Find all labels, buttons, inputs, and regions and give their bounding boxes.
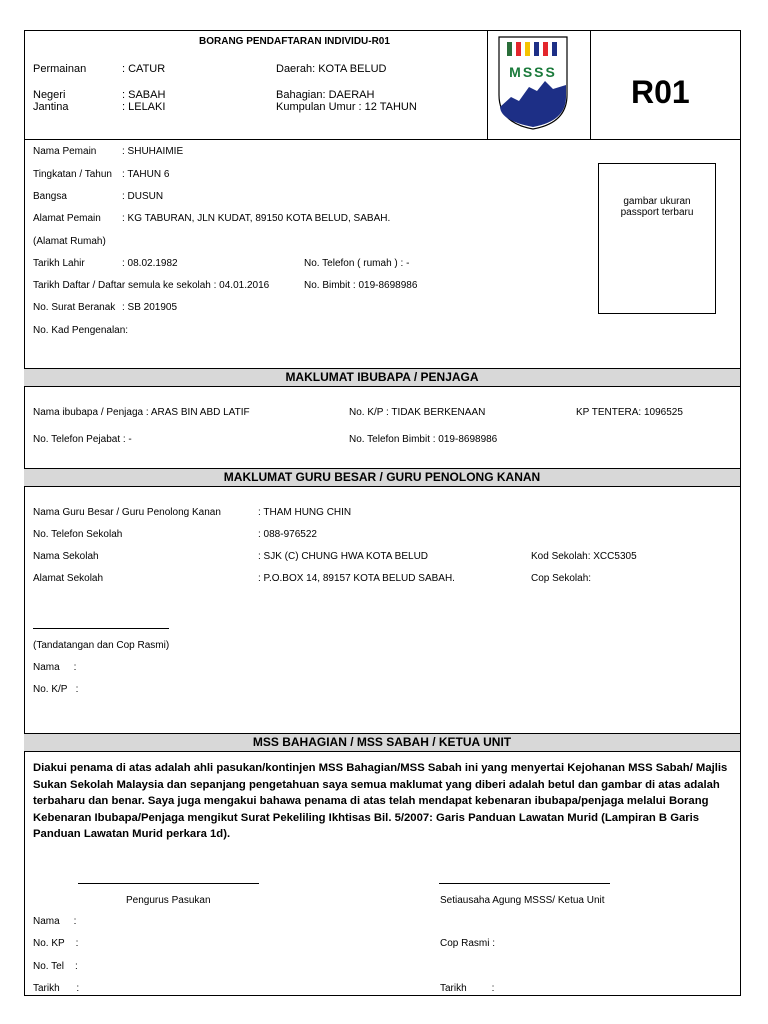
bangsa-value: : DUSUN	[122, 191, 164, 202]
photo-caption-line2: passport terbaru	[620, 207, 694, 218]
bimbit-field: No. Bimbit : 019-8698986	[304, 280, 418, 291]
negeri-value: : SABAH	[122, 89, 166, 101]
alamat-sekolah-label: Alamat Sekolah	[33, 573, 104, 584]
section-maklumat-guru-besar: MAKLUMAT GURU BESAR / GURU PENOLONG KANAN	[24, 468, 740, 487]
mss-tel-line: No. Tel :	[33, 961, 78, 972]
section-mss-bahagian: MSS BAHAGIAN / MSS SABAH / KETUA UNIT	[24, 733, 740, 752]
tarikh-daftar-field: Tarikh Daftar / Daftar semula ke sekolah : 04.01.2016	[33, 280, 270, 291]
negeri-label: Negeri	[33, 89, 66, 101]
form-code: R01	[631, 74, 690, 110]
nama-sekolah-label: Nama Sekolah	[33, 551, 99, 562]
jantina-label: Jantina	[33, 101, 69, 113]
guru-besar-value: : THAM HUNG CHIN	[258, 507, 352, 518]
nama-pemain-label: Nama Pemain	[33, 146, 97, 157]
kp-ibubapa-field: No. K/P : TIDAK BERKENAAN	[349, 407, 486, 418]
photo-caption-line1: gambar ukuran	[623, 196, 691, 207]
tingkatan-value: : TAHUN 6	[122, 169, 170, 180]
signature-line-setiausaha	[439, 883, 610, 884]
svg-text:MSSS: MSSS	[509, 64, 557, 80]
nama-pemain-value: : SHUHAIMIE	[122, 146, 184, 157]
surat-beranak-value: : SB 201905	[122, 302, 178, 313]
daerah-field: Daerah: KOTA BELUD	[276, 63, 387, 75]
guru-nama-line: Nama :	[33, 662, 77, 673]
guru-kp-line: No. K/P :	[33, 684, 79, 695]
bangsa-label: Bangsa	[33, 191, 67, 202]
telefon-sekolah-label: No. Telefon Sekolah	[33, 529, 123, 540]
kod-sekolah-field: Kod Sekolah: XCC5305	[531, 551, 637, 562]
form-title: BORANG PENDAFTARAN INDIVIDU-R01	[199, 36, 390, 47]
section-maklumat-ibubapa: MAKLUMAT IBUBAPA / PENJAGA	[24, 368, 740, 387]
pengurus-pasukan-caption: Pengurus Pasukan	[126, 895, 211, 906]
tingkatan-label: Tingkatan / Tahun	[33, 169, 112, 180]
mss-nama-line: Nama :	[33, 916, 77, 927]
telefon-rumah-field: No. Telefon ( rumah ) : -	[304, 258, 410, 269]
permainan-value: : CATUR	[122, 63, 166, 75]
kp-tentera-field: KP TENTERA: 1096525	[576, 407, 683, 418]
kumpulan-umur-field: Kumpulan Umur : 12 TAHUN	[276, 101, 417, 113]
cop-sekolah-field: Cop Sekolah:	[531, 573, 592, 584]
header-divider	[24, 139, 741, 140]
msss-logo	[497, 35, 569, 131]
alamat-pemain-value: : KG TABURAN, JLN KUDAT, 89150 KOTA BELUD, SABAH.	[122, 213, 391, 224]
logo-left-divider	[487, 30, 488, 140]
tarikh-lahir-value: : 08.02.1982	[122, 258, 178, 269]
mss-tarikh-line: Tarikh :	[33, 983, 80, 994]
jantina-value: : LELAKI	[122, 101, 166, 113]
passport-photo-box	[598, 163, 716, 314]
mss-kp-line: No. KP :	[33, 938, 79, 949]
alamat-rumah-note: (Alamat Rumah)	[33, 236, 106, 247]
alamat-pemain-label: Alamat Pemain	[33, 213, 101, 224]
signature-line-guru	[33, 628, 169, 629]
declaration-paragraph: Diakui penama di atas adalah ahli pasukan/kontinjen MSS Bahagian/MSS Sabah ini yang menyertai Kejohanan MSS Sabah/ Majlis Sukan Sekolah Malaysia dan sepanjang pengetahuan saya semua maklumat yang diberi adalah betul dan gambar di atas adalah terbaharu dan benar. Saya juga mengakui bahawa penama di atas telah mendapat kebenaran ibubapa/penjaga melalui Borang Kebenaran Ibubapa/Penjaga mengikut Surat Pekeliling Ikhtisas Bil. 5/2007: Garis Panduan Lawatan Murid (Lampiran B Garis Panduan Lawatan Murid perkara 1d).	[33, 762, 728, 840]
telefon-bimbit-ibubapa-field: No. Telefon Bimbit : 019-8698986	[349, 434, 498, 445]
kad-pengenalan-field: No. Kad Pengenalan:	[33, 325, 129, 336]
logo-right-divider	[590, 30, 591, 140]
surat-beranak-label: No. Surat Beranak	[33, 302, 116, 313]
clipped-row	[24, 983, 740, 995]
telefon-sekolah-value: : 088-976522	[258, 529, 317, 540]
nama-ibubapa-field: Nama ibubapa / Penjaga : ARAS BIN ABD LATIF	[33, 407, 250, 418]
telefon-pejabat-field: No. Telefon Pejabat : -	[33, 434, 132, 445]
nama-sekolah-value: : SJK (C) CHUNG HWA KOTA BELUD	[258, 551, 429, 562]
guru-besar-label: Nama Guru Besar / Guru Penolong Kanan	[33, 507, 221, 518]
tarikh-right-field: Tarikh :	[440, 983, 495, 994]
tarikh-lahir-label: Tarikh Lahir	[33, 258, 85, 269]
cop-rasmi-field: Cop Rasmi :	[440, 938, 496, 949]
alamat-sekolah-value: : P.O.BOX 14, 89157 KOTA BELUD SABAH.	[258, 573, 455, 584]
bahagian-field: Bahagian: DAERAH	[276, 89, 375, 101]
permainan-label: Permainan	[33, 63, 87, 75]
tandatangan-caption: (Tandatangan dan Cop Rasmi)	[33, 640, 170, 651]
setiausaha-caption: Setiausaha Agung MSSS/ Ketua Unit	[440, 895, 605, 906]
signature-line-pengurus	[78, 883, 259, 884]
